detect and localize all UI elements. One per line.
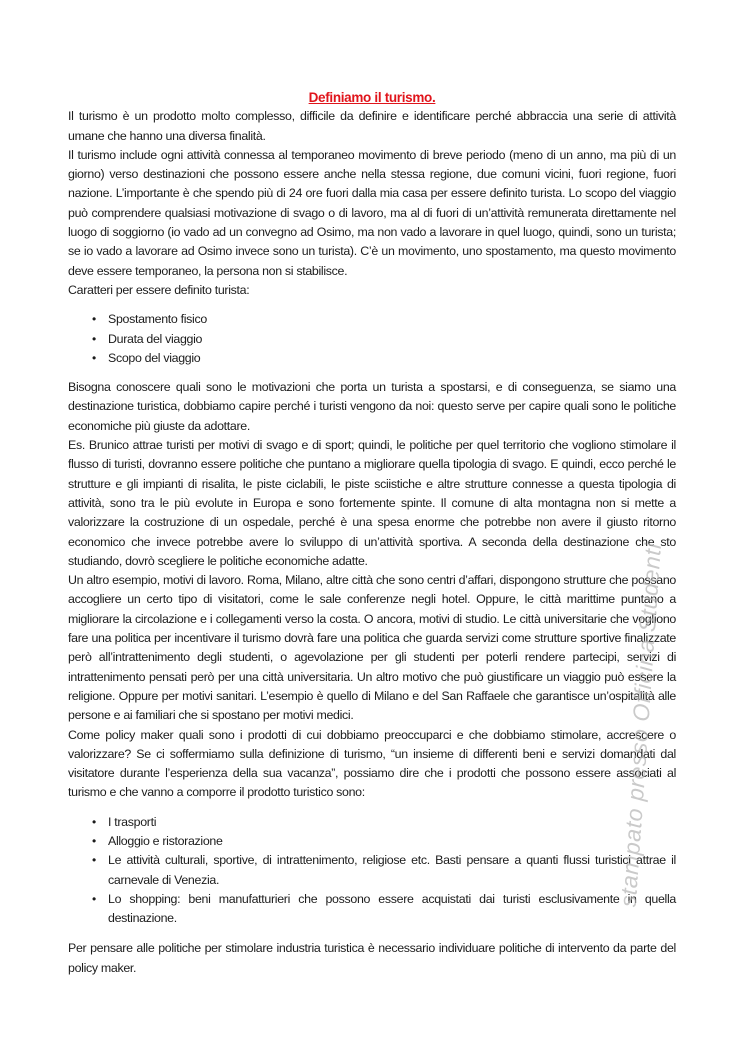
intro-paragraph-2: Il turismo include ogni attività connessa al temporaneo movimento di breve periodo (meno di un anno, ma più di un giorno) verso destinazioni che possono essere anche nella stessa regione, due comuni vicini, fuori regione, fuori nazione. L’importante è che spendo più di 24 ore fuori dalla mia casa per essere definito turista. Lo scopo del viaggio può comprendere qualsiasi motivazione di svago o di lavoro, ma al di fuori di un’attività remunerata direttamente nel luogo di soggiorno (io vado ad un convegno ad Osimo, ma non vado a lavorare in quel luogo, quindi, sono un turista; se io vado a lavorare ad Osimo invece sono un turista). C’è un movimento, uno spostamento, ma questo movimento deve essere temporaneo, la persona non si stabilisce.	[68, 147, 676, 278]
intro-paragraph-1: Il turismo è un prodotto molto complesso, difficile da definire e identificare perché abbraccia una serie di attività umane che hanno una diversa finalità.	[68, 109, 676, 143]
list-item	[68, 349, 676, 368]
list-item-label: I trasporti	[108, 814, 157, 829]
list-item	[68, 310, 676, 329]
list-item-label: Scopo del viaggio	[108, 350, 201, 365]
page-title: Definiamo il turismo.	[308, 90, 436, 105]
body-paragraph-1: Bisogna conoscere quali sono le motivazioni che porta un turista a spostarsi, e di conseguenza, se siamo una destinazione turistica, dobbiamo capire perché i turisti vengono da noi: questo serve per capire quali sono le politiche economiche più giuste da adottare.	[68, 380, 676, 433]
body-paragraph-4: Come policy maker quali sono i prodotti di cui dobbiamo preoccuparci e che dobbiamo stimolare, accrescere o valorizzare? Se ci soffermiamo sulla definizione di turismo, “un insieme di differenti beni e servizi domandati dal visitatore durante l’esperienza della sua vacanza”, possiamo dire che i prodotti che possono essere associati al turismo e che vanno a comporre il prodotto turistico sono:	[68, 727, 676, 800]
bullet-icon: •	[92, 312, 96, 327]
body-paragraph-3: Un altro esempio, motivi di lavoro. Roma, Milano, altre città che sono centri d’affari, dispongono strutture che possano accogliere un certo tipo di visitatori, come le sale conferenze negli hotel. Oppure, le città marittime puntano a migliorare la circolazione e i collegamenti verso la costa. O ancora, motivi di studio. Le città universitarie che vogliono fare una politica per incentivare il turismo dovrà fare una politica che guarda servizi come strutture sportive finalizzate però all’intrattenimento degli studenti, o agevolazione per gli studenti per poterli rendere partecipi, servizi di intrattenimento pensati però per una città universitaria. Un altro motivo che può giustificare un viaggio può essere la religione. Oppure per motivi sanitari. L’esempio è quello di Milano e del San Raffaele che garantisce un’ospitalità alle persone e ai familiari che si spostano per motivi medici.	[68, 573, 676, 723]
list-item	[68, 832, 676, 851]
bullet-icon: •	[92, 853, 96, 868]
bullet-icon: •	[92, 814, 96, 829]
tourism-products-list	[68, 813, 676, 929]
bullet-icon: •	[92, 331, 96, 346]
closing-paragraph: Per pensare alle politiche per stimolare industria turistica è necessario individuare politiche di intervento da parte del policy maker.	[68, 941, 676, 975]
body-paragraph-2: Es. Brunico attrae turisti per motivi di svago e di sport; quindi, le politiche per quel territorio che vogliono stimolare il flusso di turisti, dovranno essere politiche che puntano a migliorare quella tipologia di svago. E quindi, ecco perché le strutture e gli impianti di risalita, le piste ciclabili, le piste sciistiche e altre strutture connesse a questa tipologia di attività, sono tra le più evolute in Europa e sono fortemente spinte. Il comune di alta montagna non si mette a valorizzare la costruzione di un ospedale, perché è una spesa enorme che potrebbe non avere il giusto ritorno economico che invece potrebbe avere lo sviluppo di un’attività sportiva. A seconda della destinazione che sto studiando, dovrò scegliere le politiche economiche adatte.	[68, 438, 676, 568]
bullet-icon: •	[92, 833, 96, 848]
list-item	[68, 851, 676, 890]
intro-paragraph-3: Caratteri per essere definito turista:	[68, 282, 250, 297]
list-item-label: Spostamento fisico	[108, 312, 207, 327]
bullet-icon: •	[92, 891, 96, 906]
list-item-label: Lo shopping: beni manufatturieri che possono essere acquistati dai turisti esclusivamente in quella destinazione.	[108, 891, 676, 926]
list-item-label: Le attività culturali, sportive, di intrattenimento, religiose etc. Basti pensare a quanti flussi turistici attrae il carnevale di Venezia.	[108, 853, 676, 887]
watermark: stampato presso Officina Studenti	[614, 542, 667, 908]
list-item-label: Alloggio e ristorazione	[108, 833, 223, 848]
tourist-traits-list	[68, 310, 676, 368]
bullet-icon: •	[92, 350, 96, 365]
list-item	[68, 890, 676, 929]
list-item-label: Durata del viaggio	[108, 331, 203, 346]
list-item	[68, 813, 676, 832]
list-item	[68, 330, 676, 349]
